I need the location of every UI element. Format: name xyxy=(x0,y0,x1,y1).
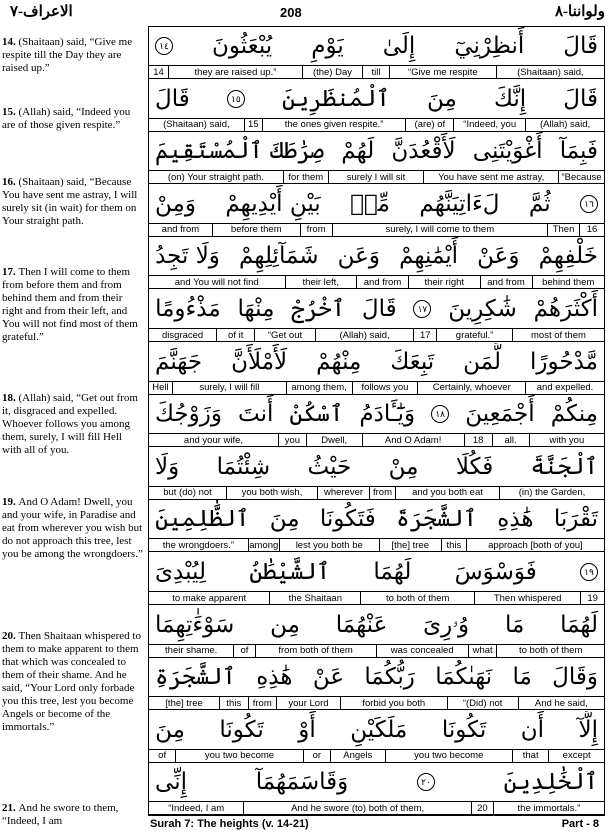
arabic-word: وَقَالَ xyxy=(552,664,598,691)
arabic-word: صِرَٰطَكَ ٱلْمُسْتَقِيمَ xyxy=(155,138,325,165)
verse-text: (Allah) said, “Indeed you are of those given respite.” xyxy=(2,106,131,131)
arabic-word: مِّنۢ xyxy=(350,190,390,217)
gloss-cell: you both wish, xyxy=(227,487,318,499)
gloss-cell: was concealed xyxy=(377,645,469,657)
gloss-cell: (Allah) said, xyxy=(539,119,591,131)
arabic-word: أَكْثَرَهُمْ xyxy=(533,296,598,322)
gloss-cell: their left, xyxy=(286,276,358,288)
gloss-cell: (Shaitaan) said, xyxy=(517,66,584,78)
gloss-cell: (in) the Garden, xyxy=(518,487,586,499)
verse-number: 17. xyxy=(2,266,19,278)
gloss-cell: what xyxy=(469,645,497,657)
verse-number: 18. xyxy=(2,392,19,404)
verse-number: 20. xyxy=(2,630,19,642)
verse-marker: ١٨ xyxy=(431,405,449,423)
arabic-row xyxy=(149,658,604,696)
translation-verse-17 xyxy=(2,266,144,344)
arabic-word: بَيْنِ أَيْدِيهِمْ xyxy=(225,190,321,217)
arabic-word: أَنتَ xyxy=(237,401,274,428)
arabic-row xyxy=(149,606,604,644)
arabic-word: وَيَٰٓـَٔادَمُ xyxy=(359,401,416,428)
verse-marker: ١٦ xyxy=(580,195,598,213)
arabic-row xyxy=(149,553,604,591)
gloss-cell: 19 xyxy=(587,592,598,604)
arabic-word: يَوْمِ xyxy=(311,33,344,59)
translation-verse-15 xyxy=(2,106,144,132)
arabic-word: تَكُونَا xyxy=(441,716,487,743)
gloss-cell: Then xyxy=(548,224,580,236)
gloss-cell: “Indeed, you xyxy=(454,119,526,131)
gloss-cell: wherever xyxy=(318,487,370,499)
arabic-word: عَنْهُمَا xyxy=(335,611,388,638)
gloss-cell: “Indeed, I am xyxy=(149,802,244,814)
gloss-cell: You have sent me astray, xyxy=(424,171,559,183)
arabic-word: وُۥرِىَ xyxy=(423,611,470,638)
arabic-word: هَٰذِهِ xyxy=(256,664,293,691)
arabic-word: لَهُمْ xyxy=(341,138,375,165)
gloss-row xyxy=(149,696,604,710)
arabic-word: أَنظِرْنِيٓ xyxy=(454,33,525,59)
verse-number: 19. xyxy=(2,496,19,508)
arabic-row xyxy=(149,27,604,65)
gloss-row xyxy=(149,170,604,184)
gloss-cell: that xyxy=(513,750,549,762)
arabic-word: سَوْءَٰتِهِمَا xyxy=(155,611,235,638)
gloss-cell: till xyxy=(363,66,390,78)
arabic-word: ٱلْجَنَّةَ xyxy=(530,453,598,480)
arabic-word: شَمَآئِلِهِمْ xyxy=(239,243,319,270)
gloss-cell: to both of them xyxy=(361,592,475,604)
arabic-word: مَّدْحُورًا xyxy=(530,348,598,375)
gloss-cell: for them xyxy=(284,171,329,183)
gloss-cell: surely I will sit xyxy=(329,171,424,183)
gloss-cell: most of them xyxy=(531,329,586,341)
verse-marker: ١٧ xyxy=(413,300,431,318)
gloss-cell: grateful.” xyxy=(437,329,513,341)
gloss-cell: and expelled. xyxy=(536,382,594,394)
gloss-row xyxy=(149,433,604,447)
arabic-row xyxy=(149,343,604,381)
arabic-row xyxy=(149,500,604,538)
gloss-cell: follows you xyxy=(353,382,419,394)
gloss-cell: you two become xyxy=(386,750,513,762)
arabic-word: وَعَن xyxy=(337,243,380,270)
arabic-word: وَمِنْ xyxy=(155,190,196,217)
arabic-word: ٱلْخَٰلِدِينَ xyxy=(503,769,598,796)
arabic-row xyxy=(149,185,604,223)
gloss-cell: And O Adam! xyxy=(363,434,465,446)
gloss-cell: “Because xyxy=(561,171,602,183)
arabic-row xyxy=(149,448,604,486)
arabic-word: أَوْ xyxy=(298,716,316,743)
gloss-cell: Hell xyxy=(149,382,173,394)
verse-text: And he swore to them, “Indeed, I am xyxy=(2,802,119,827)
gloss-cell: 18 xyxy=(465,434,493,446)
gloss-cell: to both of them xyxy=(518,645,583,657)
arabic-word: إِلَىٰ xyxy=(382,33,416,59)
arabic-word: قَالَ xyxy=(155,85,190,112)
arabic-word: أَجْمَعِينَ xyxy=(465,401,535,428)
gloss-cell: of xyxy=(149,750,176,762)
arabic-word: مِنْهَا xyxy=(237,296,275,322)
arabic-row xyxy=(149,290,604,328)
arabic-word: فَبِمَآ xyxy=(559,138,598,165)
arabic-word: رَبُّكُمَا xyxy=(364,664,415,691)
arabic-word: أَيْمَٰنِهِمْ xyxy=(399,243,459,270)
arabic-word: خَلْفِهِمْ xyxy=(538,243,598,270)
gloss-cell: before them xyxy=(213,224,301,236)
arabic-word: لِيُبْدِىَ xyxy=(155,559,206,585)
gloss-cell: (on) Your straight path. xyxy=(149,171,284,183)
arabic-word: ٱلشَّجَرَةِ xyxy=(155,664,236,691)
arabic-word: تَكُونَا xyxy=(219,716,264,743)
gloss-cell: of xyxy=(234,645,255,657)
footer-surah-title: Surah 7: The heights (v. 14-21) xyxy=(150,818,309,830)
gloss-cell: “(Did) not xyxy=(448,697,519,709)
gloss-row xyxy=(149,223,604,237)
arabic-word: شِئْتُمَا xyxy=(216,453,271,480)
gloss-cell: (Shaitaan) said, xyxy=(149,119,245,131)
gloss-cell: this xyxy=(220,697,248,709)
arabic-word: فَوَسْوَسَ xyxy=(454,559,537,585)
gloss-cell: you xyxy=(279,434,307,446)
gloss-cell: forbid you both xyxy=(341,697,448,709)
gloss-cell: their right xyxy=(409,276,481,288)
page-footer xyxy=(0,816,611,833)
gloss-cell: the immortals.” xyxy=(517,802,581,814)
arabic-row xyxy=(149,711,604,749)
translation-verse-14 xyxy=(2,36,144,75)
juz-header-right: ولواننا-۸ xyxy=(554,4,605,20)
arabic-word: مِنكُمْ xyxy=(550,401,598,428)
gloss-cell: And he said, xyxy=(534,697,588,709)
verse-marker: ١٤ xyxy=(155,37,173,55)
verse-text: Then Shaitaan whispered to them to make apparent to them that which was concealed to them of their shame. And he said, “Your Lord only forbade you this tree, lest you become Angels or become of the immortals.” xyxy=(2,630,141,733)
arabic-word: لَّمَن xyxy=(463,348,501,375)
gloss-cell: and your wife, xyxy=(149,434,279,446)
arabic-word: مِنَ xyxy=(155,716,185,743)
gloss-cell: (are) of xyxy=(406,119,454,131)
arabic-word: ٱلشَّجَرَةَ xyxy=(396,506,477,533)
gloss-cell: Dwell, xyxy=(307,434,363,446)
arabic-word: تَقْرَبَا xyxy=(553,506,598,533)
arabic-word: جَهَنَّمَ xyxy=(155,348,203,375)
footer-part: Part - 8 xyxy=(561,818,599,830)
verse-text: Then I will come to them from before them and from behind them and from their right and from their left, and You will not find most of them grateful.” xyxy=(2,266,138,343)
verse-marker: ٢٠ xyxy=(417,773,435,791)
gloss-row xyxy=(149,801,604,815)
gloss-cell: from xyxy=(249,697,277,709)
gloss-cell: from xyxy=(370,487,396,499)
verse-text: (Shaitaan) said, “Because You have sent me astray, I will surely sit (in wait) for them on Your straight path. xyxy=(2,176,138,227)
arabic-word: إِنِّى xyxy=(155,769,187,796)
gloss-cell: surely, I will come to them xyxy=(333,224,549,236)
verse-marker: ١٥ xyxy=(227,90,245,108)
gloss-row xyxy=(149,591,604,605)
arabic-word: يُبْعَثُونَ xyxy=(212,33,273,59)
gloss-cell: the ones given respite.” xyxy=(263,119,407,131)
arabic-row xyxy=(149,395,604,433)
gloss-row xyxy=(149,118,604,132)
gloss-cell: disgraced xyxy=(149,329,217,341)
gloss-cell: 15 xyxy=(245,119,263,131)
arabic-word: ٱلظَّٰلِمِينَ xyxy=(155,506,250,533)
gloss-cell: behind them xyxy=(542,276,595,288)
arabic-word: مَلَكَيْنِ xyxy=(350,716,408,743)
arabic-word: ٱخْرُجْ xyxy=(291,296,346,322)
gloss-row xyxy=(149,381,604,395)
arabic-word: فَتَكُونَا xyxy=(319,506,376,533)
verse-text: (Allah) said, “Get out from it, disgraced and expelled. Whoever follows you among them, surely, I will fill Hell with all of you. xyxy=(2,392,138,456)
gloss-cell: lest you both be xyxy=(280,539,380,551)
verse-number: 21. xyxy=(2,802,19,814)
gloss-cell: and from xyxy=(357,276,409,288)
arabic-word: قَالَ xyxy=(563,33,598,59)
arabic-word: وَعَنْ xyxy=(477,243,520,270)
gloss-cell: except xyxy=(562,750,591,762)
arabic-word: لَهُمَا xyxy=(560,611,598,638)
gloss-cell: 14 xyxy=(149,66,169,78)
verse-marker: ١٩ xyxy=(580,563,598,581)
surah-header-left: الاعراف-۷ xyxy=(10,4,73,20)
translation-verse-20 xyxy=(2,630,144,734)
verse-text: (Shaitaan) said, “Give me respite till the Day they are raised up.” xyxy=(2,36,133,74)
arabic-word: نَهَىٰكُمَا xyxy=(435,664,493,691)
gloss-cell: with you xyxy=(549,434,585,446)
gloss-cell: Certainly, whoever xyxy=(418,382,526,394)
gloss-cell: from xyxy=(301,224,333,236)
verse-text: And O Adam! Dwell, you and your wife, in Paradise and eat from wherever you wish but do not approach this tree, lest you be among the wrongdoers.” xyxy=(2,496,143,560)
gloss-row xyxy=(149,65,604,79)
gloss-cell: or xyxy=(304,750,331,762)
arabic-row xyxy=(149,132,604,170)
arabic-word: لَءَاتِيَنَّهُم xyxy=(419,190,500,217)
gloss-cell: this xyxy=(442,539,467,551)
gloss-row xyxy=(149,749,604,763)
arabic-word: ثُمَّ xyxy=(528,190,551,217)
arabic-word: ٱلْمُنظَرِينَ xyxy=(282,85,390,112)
gloss-cell: “Give me respite xyxy=(390,66,497,78)
page-number: 208 xyxy=(280,5,302,20)
gloss-cell: the wrongdoers.” xyxy=(149,539,249,551)
arabic-word: شَٰكِرِينَ xyxy=(448,296,517,322)
gloss-cell: and you both eat xyxy=(396,487,500,499)
arabic-word: قَالَ xyxy=(361,296,397,322)
gloss-cell: 17 xyxy=(414,329,437,341)
arabic-word: وَقَاسَمَهُمَآ xyxy=(255,769,349,796)
gloss-cell: Then whispered xyxy=(475,592,581,604)
gloss-cell: (the) Day xyxy=(303,66,363,78)
arabic-word: عَنْ xyxy=(312,664,345,691)
arabic-word: مِنَ xyxy=(269,506,300,533)
arabic-word: إِلَّآ xyxy=(578,716,598,743)
gloss-cell: to make apparent xyxy=(149,592,270,604)
verse-number: 14. xyxy=(2,36,19,48)
gloss-row xyxy=(149,328,604,342)
arabic-word: ٱلشَّيْطَٰنُ xyxy=(249,559,331,585)
gloss-cell: of it xyxy=(217,329,255,341)
arabic-word: قَالَ xyxy=(563,85,598,112)
gloss-cell: the Shaitaan xyxy=(270,592,361,604)
gloss-cell: they are raised up.” xyxy=(169,66,303,78)
arabic-word: مِن xyxy=(270,611,300,638)
arabic-word: حَيْثُ xyxy=(307,453,352,480)
gloss-cell: 16 xyxy=(586,224,598,236)
translation-column xyxy=(2,26,146,827)
arabic-word: هَٰذِهِ xyxy=(497,506,534,533)
arabic-row xyxy=(149,237,604,275)
arabic-word: ٱسْكُنْ xyxy=(289,401,344,428)
gloss-cell: but (do) not xyxy=(149,487,227,499)
arabic-word: تَبِعَكَ xyxy=(390,348,435,375)
arabic-word: لَهُمَا xyxy=(373,559,412,585)
gloss-row xyxy=(149,275,604,289)
gloss-cell: and You will not find xyxy=(149,276,286,288)
gloss-cell: among them, xyxy=(287,382,353,394)
gloss-cell: your Lord xyxy=(277,697,341,709)
arabic-row xyxy=(149,80,604,118)
gloss-cell: [the] tree xyxy=(149,697,220,709)
arabic-word: أَغْوَيْتَنِى xyxy=(472,138,543,165)
gloss-cell: their shame. xyxy=(149,645,234,657)
arabic-word: مِنْ xyxy=(388,453,419,480)
arabic-word: لَأَمْلَأَنَّ xyxy=(231,348,288,375)
gloss-cell: and from xyxy=(481,276,533,288)
gloss-cell: approach [both of you] xyxy=(488,539,583,551)
translation-verse-18 xyxy=(2,392,144,457)
verse-number: 16. xyxy=(2,176,19,188)
arabic-word: لَأَقْعُدَنَّ xyxy=(391,138,456,165)
arabic-word: مِنَ xyxy=(426,85,457,112)
gloss-cell: And he swore (to) both of them, xyxy=(244,802,472,814)
verse-number: 15. xyxy=(2,106,19,118)
arabic-word: مَذْءُومًا xyxy=(155,296,221,322)
gloss-row xyxy=(149,486,604,500)
gloss-row xyxy=(149,538,604,552)
gloss-cell: [the] tree xyxy=(380,539,442,551)
gloss-cell: Angels xyxy=(331,750,386,762)
arabic-word: وَلَا xyxy=(155,453,180,480)
translation-verse-16 xyxy=(2,176,144,228)
arabic-word: مِنْهُمْ xyxy=(316,348,362,375)
arabic-word: وَلَا تَجِدُ xyxy=(155,243,220,270)
gloss-row xyxy=(149,644,604,658)
arabic-word: أَن xyxy=(520,716,544,743)
gloss-cell: “Get out xyxy=(255,329,316,341)
gloss-cell: (Allah) said, xyxy=(316,329,415,341)
gloss-cell: from both of them xyxy=(256,645,377,657)
page-header xyxy=(0,0,611,24)
arabic-word: إِنَّكَ xyxy=(493,85,527,112)
arabic-word: مَا xyxy=(512,664,532,691)
translation-verse-19 xyxy=(2,496,144,561)
gloss-cell: among xyxy=(249,539,279,551)
arabic-word: مَا xyxy=(504,611,525,638)
gloss-cell: 20 xyxy=(472,802,494,814)
arabic-word: فَكُلَا xyxy=(455,453,494,480)
arabic-row xyxy=(149,763,604,801)
gloss-cell: all. xyxy=(493,434,530,446)
gloss-cell: and from xyxy=(149,224,213,236)
arabic-word: وَزَوْجُكَ xyxy=(155,401,222,428)
gloss-cell: surely, I will fill xyxy=(173,382,287,394)
gloss-cell: you two become xyxy=(176,750,303,762)
word-by-word-grid xyxy=(148,26,605,816)
